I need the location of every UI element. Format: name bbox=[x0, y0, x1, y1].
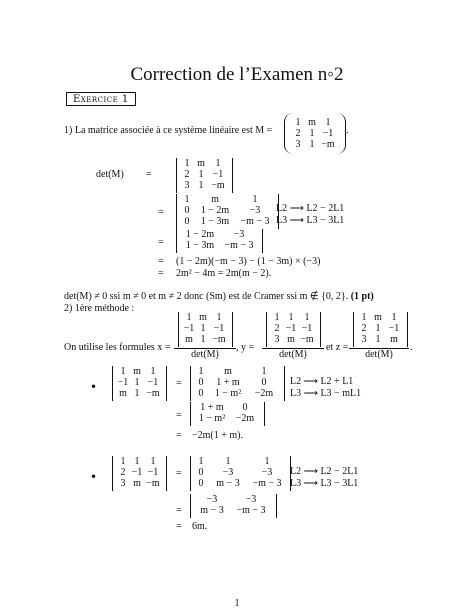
det-step2-cell: m bbox=[211, 194, 219, 205]
det-step3-cell: 1 − 3m bbox=[185, 240, 215, 251]
det-step3-cell: −3 bbox=[233, 229, 245, 240]
calc2-lhs-cell: 1 bbox=[150, 456, 156, 467]
calc2-step1-cell: 0 bbox=[198, 478, 204, 489]
calc2-result: 6m. bbox=[192, 521, 208, 532]
calc1-eq-3: = bbox=[176, 430, 182, 441]
calc2-step1-cell: m − 3 bbox=[216, 478, 240, 489]
matrix-M-cell: 1 bbox=[309, 128, 315, 139]
formula-y-num-cell: −m bbox=[300, 334, 314, 345]
det-step2-cell: −m − 3 bbox=[240, 216, 270, 227]
det-step1-cell: −m bbox=[211, 180, 225, 191]
calc2-lhs-cell: 2 bbox=[120, 467, 126, 478]
bullet-2: • bbox=[90, 470, 98, 484]
det-step2-left-bar bbox=[176, 194, 177, 229]
formula-x-num-left-bar bbox=[178, 312, 179, 347]
formula-z-num-cell: 2 bbox=[361, 323, 367, 334]
calc2-step1-cell: 1 bbox=[198, 456, 204, 467]
det-step2-cell: 0 bbox=[184, 216, 190, 227]
calc1-step2-right-bar bbox=[264, 402, 265, 426]
formula-z-num-cell: 1 bbox=[391, 312, 397, 323]
calc1-lhs-cell: 1 bbox=[120, 366, 126, 377]
det-step3-right-bar bbox=[262, 229, 263, 253]
calc1-step1-left-bar bbox=[190, 366, 191, 401]
formula-z-num-left-bar bbox=[353, 312, 354, 347]
formula-y-num-right-bar bbox=[320, 312, 321, 347]
det-step1-cell: 2 bbox=[184, 169, 190, 180]
matrix-M-period: . bbox=[346, 125, 349, 136]
formula-x-num-cell: −m bbox=[212, 334, 226, 345]
calc1-lhs-cell: 1 bbox=[134, 388, 140, 399]
det-step1-cell: 1 bbox=[198, 169, 204, 180]
calc1-step1-cell: 1 − m² bbox=[214, 388, 242, 399]
det-eq-1: = bbox=[146, 169, 152, 180]
det-step1-right-bar bbox=[232, 158, 233, 193]
calc1-step2-cell: 0 bbox=[242, 402, 248, 413]
calc2-step1-cell: 1 bbox=[225, 456, 231, 467]
calc2-eq-1: = bbox=[176, 468, 182, 479]
det-step2-cell: 1 bbox=[184, 194, 190, 205]
formula-z-num-cell: m bbox=[374, 312, 382, 323]
calc1-lhs-cell: −1 bbox=[117, 377, 129, 388]
calc2-step1-cell: −3 bbox=[261, 467, 273, 478]
formula-x-num-cell: −1 bbox=[183, 323, 195, 334]
formula-y-num-cell: −1 bbox=[285, 323, 297, 334]
formula-y-num-cell: −1 bbox=[301, 323, 313, 334]
calc2-lhs-cell: −1 bbox=[147, 467, 159, 478]
calc1-lhs-cell: −1 bbox=[147, 377, 159, 388]
page-title: Correction de l’Examen n◦2 bbox=[130, 64, 344, 85]
calc2-eq-3: = bbox=[176, 521, 182, 532]
calc1-lhs-cell: m bbox=[119, 388, 127, 399]
conclusion-body: det(M) ≠ 0 ssi m ≠ 0 et m ≠ 2 donc (Sm) est de Cramer ssi m ∉ {0, 2}. bbox=[64, 291, 349, 302]
calc1-step2-cell: 1 + m bbox=[200, 402, 224, 413]
formula-y-eq: , y = bbox=[236, 342, 255, 353]
det-step1-cell: 1 bbox=[215, 158, 221, 169]
det-step1-cell: 1 bbox=[184, 158, 190, 169]
det-step1-left-bar bbox=[176, 158, 177, 193]
calc2-op-2: L3 ⟶ L3 − 3L1 bbox=[290, 478, 359, 489]
formula-y-den: det(M) bbox=[279, 349, 307, 360]
formula-z-num-cell: 1 bbox=[375, 334, 381, 345]
calc1-step2-cell: −2m bbox=[235, 413, 255, 424]
matrix-M-cell: 1 bbox=[309, 139, 315, 150]
formula-x-num-cell: 1 bbox=[200, 323, 206, 334]
matrix-M-right-paren bbox=[337, 113, 346, 154]
det-eq-3: = bbox=[158, 237, 164, 248]
calc1-step1-right-bar bbox=[284, 366, 285, 401]
formula-z-num-cell: 3 bbox=[361, 334, 367, 345]
det-step2-cell: −3 bbox=[249, 205, 261, 216]
calc2-step1-cell: 0 bbox=[198, 467, 204, 478]
calc1-op-1: L2 ⟶ L2 + L1 bbox=[290, 376, 354, 387]
calc1-op-2: L3 ⟶ L3 − mL1 bbox=[290, 388, 362, 399]
det-eq-5: = bbox=[158, 268, 164, 279]
calc2-lhs-cell: 1 bbox=[134, 456, 140, 467]
calc2-lhs-cell: −1 bbox=[131, 467, 143, 478]
calc2-step1-cell: 1 bbox=[264, 456, 270, 467]
det-step3-left-bar bbox=[176, 229, 177, 253]
det-op-1: L2 ⟶ L2 − 2L1 bbox=[276, 203, 345, 214]
calc1-step1-cell: 1 + m bbox=[216, 377, 240, 388]
formula-y-num-cell: 1 bbox=[274, 312, 280, 323]
det-line5: 2m² − 4m = 2m(m − 2). bbox=[176, 268, 272, 279]
matrix-M-cell: −1 bbox=[322, 128, 334, 139]
calc2-op-1: L2 ⟶ L2 − 2L1 bbox=[290, 466, 359, 477]
formula-x-num-cell: 1 bbox=[216, 312, 222, 323]
det-eq-4: = bbox=[158, 256, 164, 267]
page-number: 1 bbox=[234, 598, 240, 609]
formula-x-num-right-bar bbox=[232, 312, 233, 347]
matrix-M-cell: 3 bbox=[295, 139, 301, 150]
calc2-step2-cell: m − 3 bbox=[200, 505, 224, 516]
calc1-lhs-cell: 1 bbox=[150, 366, 156, 377]
calc1-lhs-cell: 1 bbox=[134, 377, 140, 388]
method-heading: 2) 1ère méthode : bbox=[64, 303, 135, 314]
formula-x-num-cell: m bbox=[185, 334, 193, 345]
det-step2-cell: 0 bbox=[184, 205, 190, 216]
calc2-step2-right-bar bbox=[276, 494, 277, 518]
det-step2-cell: 1 − 3m bbox=[200, 216, 230, 227]
det-step3-cell: −m − 3 bbox=[224, 240, 254, 251]
det-step1-cell: 1 bbox=[198, 180, 204, 191]
matrix-M-cell: 1 bbox=[295, 117, 301, 128]
formula-y-num-cell: 3 bbox=[274, 334, 280, 345]
calc2-lhs-cell: 1 bbox=[120, 456, 126, 467]
det-op-2: L3 ⟶ L3 − 3L1 bbox=[276, 215, 345, 226]
calc1-eq-2: = bbox=[176, 410, 182, 421]
formula-y-num-left-bar bbox=[266, 312, 267, 347]
calc2-step1-left-bar bbox=[190, 456, 191, 491]
calc2-step2-cell: −m − 3 bbox=[236, 505, 266, 516]
calc2-lhs-cell: m bbox=[133, 478, 141, 489]
formula-z-num-cell: −1 bbox=[388, 323, 400, 334]
formula-z-eq: et z = bbox=[326, 342, 349, 353]
calc1-step1-cell: 1 bbox=[198, 366, 204, 377]
matrix-M-cell: 1 bbox=[325, 117, 331, 128]
points-label: (1 pt) bbox=[350, 291, 374, 302]
formula-z-num-right-bar bbox=[407, 312, 408, 347]
formula-x-den: det(M) bbox=[191, 349, 219, 360]
formula-x-num-cell: −1 bbox=[213, 323, 225, 334]
formula-z-den: det(M) bbox=[365, 349, 393, 360]
calc2-step1-cell: −3 bbox=[222, 467, 234, 478]
formula-period: . bbox=[410, 342, 413, 353]
det-step3-cell: 1 − 2m bbox=[185, 229, 215, 240]
calc1-step1-cell: 0 bbox=[198, 377, 204, 388]
conclusion-text bbox=[64, 291, 374, 302]
exercise-label: Exercice 1 bbox=[66, 92, 136, 106]
calc1-step1-cell: 0 bbox=[198, 388, 204, 399]
calc2-lhs-cell: −m bbox=[146, 478, 160, 489]
formula-z-num-cell: 1 bbox=[361, 312, 367, 323]
formula-y-num-cell: 2 bbox=[274, 323, 280, 334]
det-eq-2: = bbox=[158, 207, 164, 218]
calc1-step2-left-bar bbox=[190, 402, 191, 426]
formula-z-num-cell: 1 bbox=[375, 323, 381, 334]
formula-x-num-cell: 1 bbox=[200, 334, 206, 345]
formula-x-num-cell: 1 bbox=[186, 312, 192, 323]
calc2-step2-cell: −3 bbox=[206, 494, 218, 505]
calc1-lhs-right-bar bbox=[166, 366, 167, 401]
calc1-eq-1: = bbox=[176, 378, 182, 389]
calc1-step1-cell: 1 bbox=[261, 366, 267, 377]
calc2-step2-cell: −3 bbox=[245, 494, 257, 505]
calc1-step1-cell: m bbox=[224, 366, 232, 377]
calc1-step2-cell: 1 − m² bbox=[198, 413, 226, 424]
calc1-lhs-cell: m bbox=[133, 366, 141, 377]
calc2-step1-cell: −m − 3 bbox=[252, 478, 282, 489]
calc2-lhs-right-bar bbox=[166, 456, 167, 491]
det-step1-cell: m bbox=[197, 158, 205, 169]
calc2-eq-2: = bbox=[176, 505, 182, 516]
calc2-step2-left-bar bbox=[190, 494, 191, 518]
det-step1-cell: −1 bbox=[212, 169, 224, 180]
formulas-prefix: On utilise les formules x = bbox=[64, 342, 171, 353]
calc2-lhs-left-bar bbox=[112, 456, 113, 491]
matrix-M-cell: −m bbox=[321, 139, 335, 150]
formula-y-num-cell: m bbox=[287, 334, 295, 345]
det-step1-cell: 3 bbox=[184, 180, 190, 191]
formula-x-num-cell: m bbox=[199, 312, 207, 323]
matrix-M-cell: m bbox=[308, 117, 316, 128]
calc1-lhs-cell: −m bbox=[146, 388, 160, 399]
formula-z-num-cell: m bbox=[390, 334, 398, 345]
det-step2-cell: 1 bbox=[252, 194, 258, 205]
matrix-M-cell: 2 bbox=[295, 128, 301, 139]
det-step2-cell: 1 − 2m bbox=[200, 205, 230, 216]
bullet-1: • bbox=[90, 380, 98, 394]
calc2-lhs-cell: 3 bbox=[120, 478, 126, 489]
formula-y-num-cell: 1 bbox=[304, 312, 310, 323]
det-lhs: det(M) bbox=[96, 169, 124, 180]
calc1-result: −2m(1 + m). bbox=[192, 430, 243, 441]
intro-text: 1) La matrice associée à ce système linéaire est M = bbox=[64, 125, 273, 136]
calc1-step1-cell: −2m bbox=[254, 388, 274, 399]
det-line4: (1 − 2m)(−m − 3) − (1 − 3m) × (−3) bbox=[176, 256, 321, 267]
calc1-step1-cell: 0 bbox=[261, 377, 267, 388]
calc1-lhs-left-bar bbox=[112, 366, 113, 401]
formula-y-num-cell: 1 bbox=[288, 312, 294, 323]
